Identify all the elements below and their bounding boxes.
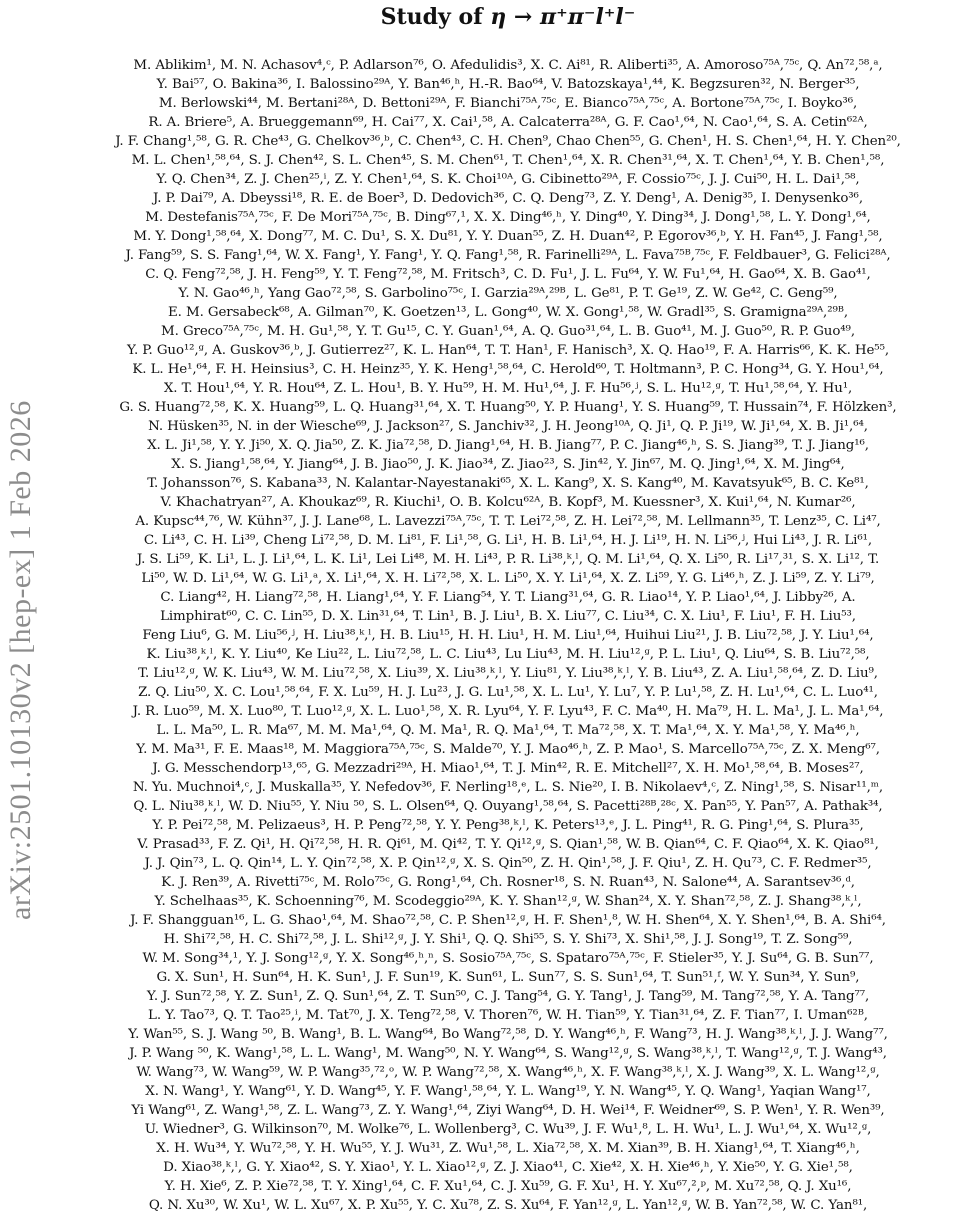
- author-line: K. L. He¹,⁶⁴, F. H. Heinsius³, C. H. Heinz³⁵, Y. K. Heng¹,⁵⁸,⁶⁴, C. Herold⁶⁰, T. Holtmann³, P. C. Hong³⁴, G. Y. Hou¹,⁶⁴,: [132, 362, 884, 377]
- author-line: Yi Wang⁶¹, Z. Wang¹,⁵⁸, Z. L. Wang⁷³, Z. Y. Wang¹,⁶⁴, Ziyi Wang⁶⁴, D. H. Wei¹⁴, F. Weidner⁶⁹, S. P. Wen¹, Y. R. Wen³⁹,: [131, 1103, 885, 1118]
- paper-page: [58, 0, 958, 1213]
- author-line: Y. M. Ma³¹, F. E. Maas¹⁸, M. Maggiora⁷⁵ᴬ,⁷⁵ᶜ, S. Malde⁷⁰, Y. J. Mao⁴⁶,ʰ, Z. P. Mao¹, S. Marcello⁷⁵ᴬ,⁷⁵ᶜ, Z. X. Meng⁶⁷,: [136, 742, 880, 757]
- author-line: L. L. Ma⁵⁰, L. R. Ma⁶⁷, M. M. Ma¹,⁶⁴, Q. M. Ma¹, R. Q. Ma¹,⁶⁴, T. Ma⁷²,⁵⁸, X. T. Ma¹,⁶⁴, X. Y. Ma¹,⁵⁸, Y. Ma⁴⁶,ʰ,: [156, 723, 860, 738]
- author-line: C. Q. Feng⁷²,⁵⁸, J. H. Feng⁵⁹, Y. T. Feng⁷²,⁵⁸, M. Fritsch³, C. D. Fu¹, J. L. Fu⁶⁴, Y. W. Fu¹,⁶⁴, H. Gao⁶⁴, X. B. Gao⁴¹,: [145, 267, 871, 282]
- author-line: Limphirat⁶⁰, C. C. Lin⁵⁵, D. X. Lin³¹,⁶⁴, T. Lin¹, B. J. Liu¹, B. X. Liu⁷⁷, C. Liu³⁴, C. X. Liu¹, F. Liu¹, F. H. Liu⁵³,: [160, 609, 856, 624]
- author-line: Li⁵⁰, W. D. Li¹,⁶⁴, W. G. Li¹,ᵃ, X. Li¹,⁶⁴, X. H. Li⁷²,⁵⁸, X. L. Li⁵⁰, X. Y. Li¹,⁶⁴, X. Z. Li⁵⁹, Y. G. Li⁴⁶,ʰ, Z. J. Li⁵⁹, Z. Y. Li⁷⁹,: [141, 571, 875, 586]
- author-line: M. Ablikim¹, M. N. Achasov⁴,ᶜ, P. Adlarson⁷⁶, O. Afedulidis³, X. C. Ai⁸¹, R. Aliberti³⁵, A. Amoroso⁷⁵ᴬ,⁷⁵ᶜ, Q. An⁷²,⁵⁸,ᵃ,: [133, 58, 883, 73]
- author-line: V. Khachatryan²⁷, A. Khoukaz⁶⁹, R. Kiuchi¹, O. B. Kolcu⁶²ᴬ, B. Kopf³, M. Kuessner³, X. Kui¹,⁶⁴, N. Kumar²⁶,: [160, 495, 856, 510]
- author-line: L. Y. Tao⁷³, Q. T. Tao²⁵,ⁱ, M. Tat⁷⁰, J. X. Teng⁷²,⁵⁸, V. Thoren⁷⁶, W. H. Tian⁵⁹, Y. Tian³¹,⁶⁴, Z. F. Tian⁷⁷, I. Uman⁶²ᴮ,: [148, 1008, 868, 1023]
- author-line: Y. Wan⁵⁵, S. J. Wang ⁵⁰, B. Wang¹, B. L. Wang⁶⁴, Bo Wang⁷²,⁵⁸, D. Y. Wang⁴⁶,ʰ, F. Wang⁷³, H. J. Wang³⁸,ᵏ,ˡ, J. J. Wang⁷⁷,: [128, 1027, 888, 1042]
- author-line: K. J. Ren³⁹, A. Rivetti⁷⁵ᶜ, M. Rolo⁷⁵ᶜ, G. Rong¹,⁶⁴, Ch. Rosner¹⁸, S. N. Ruan⁴³, N. Salone⁴⁴, A. Sarantsev³⁶,ᵈ,: [161, 875, 855, 890]
- author-line: J. F. Chang¹,⁵⁸, G. R. Che⁴³, G. Chelkov³⁶,ᵇ, C. Chen⁴³, C. H. Chen⁹, Chao Chen⁵⁵, G. Chen¹, H. S. Chen¹,⁶⁴, H. Y. Chen²⁰,: [115, 134, 901, 149]
- author-line: Feng Liu⁶, G. M. Liu⁵⁶,ʲ, H. Liu³⁸,ᵏ,ˡ, H. B. Liu¹⁵, H. H. Liu¹, H. M. Liu¹,⁶⁴, Huihui Liu²¹, J. B. Liu⁷²,⁵⁸, J. Y. Liu¹,⁶⁴,: [142, 628, 874, 643]
- author-line: T. Johansson⁷⁶, S. Kabana³³, N. Kalantar-Nayestanaki⁶⁵, X. L. Kang⁹, X. S. Kang⁴⁰, M. Kavatsyuk⁶⁵, B. C. Ke⁸¹,: [147, 476, 869, 491]
- author-line: Q. N. Xu³⁰, W. Xu¹, W. L. Xu⁶⁷, X. P. Xu⁵⁵, Y. C. Xu⁷⁸, Z. S. Xu⁶⁴, F. Yan¹²,ᵍ, L. Yan¹²,ᵍ, W. B. Yan⁷²,⁵⁸, W. C. Yan⁸¹,: [148, 1198, 868, 1213]
- paper-title: [58, 0, 958, 32]
- author-line: J. G. Messchendorp¹³,⁶⁵, G. Mezzadri²⁹ᴬ, H. Miao¹,⁶⁴, T. J. Min⁴², R. E. Mitchell²⁷, X. H. Mo¹,⁵⁸,⁶⁴, B. Moses²⁷,: [152, 761, 864, 776]
- author-line: X. N. Wang¹, Y. Wang⁶¹, Y. D. Wang⁴⁵, Y. F. Wang¹,⁵⁸,⁶⁴, Y. L. Wang¹⁹, Y. N. Wang⁴⁵, Y. Q. Wang¹, Yaqian Wang¹⁷,: [145, 1084, 871, 1099]
- author-line: T. Liu¹²,ᵍ, W. K. Liu⁴³, W. M. Liu⁷²,⁵⁸, X. Liu³⁹, X. Liu³⁸,ᵏ,ˡ, Y. Liu⁸¹, Y. Liu³⁸,ᵏ,ˡ, Y. B. Liu⁴³, Z. A. Liu¹,⁵⁸,⁶⁴, Z. D. Liu⁹,: [138, 666, 878, 681]
- author-line: Y. Schelhaas³⁵, K. Schoenning⁷⁶, M. Scodeggio²⁹ᴬ, K. Y. Shan¹²,ᵍ, W. Shan²⁴, X. Y. Shan⁷²,⁵⁸, Z. J. Shang³⁸,ᵏ,ˡ,: [154, 894, 862, 909]
- author-line: N. Yu. Muchnoi⁴,ᶜ, J. Muskalla³⁵, Y. Nefedov³⁶, F. Nerling¹⁸,ᵉ, L. S. Nie²⁰, I. B. Nikolaev⁴,ᶜ, Z. Ning¹,⁵⁸, S. Nisar¹¹,ᵐ,: [132, 780, 884, 795]
- author-line: G. S. Huang⁷²,⁵⁸, K. X. Huang⁵⁹, L. Q. Huang³¹,⁶⁴, X. T. Huang⁵⁰, Y. P. Huang¹, Y. S. Huang⁵⁹, T. Hussain⁷⁴, F. Hölzken³,: [119, 400, 897, 415]
- author-line: Y. Q. Chen³⁴, Z. J. Chen²⁵,ⁱ, Z. Y. Chen¹,⁶⁴, S. K. Choi¹⁰ᴬ, G. Cibinetto²⁹ᴬ, F. Cossio⁷⁵ᶜ, J. J. Cui⁵⁰, H. L. Dai¹,⁵⁸,: [156, 172, 860, 187]
- author-line: X. H. Wu³⁴, Y. Wu⁷²,⁵⁸, Y. H. Wu⁵⁵, Y. J. Wu³¹, Z. Wu¹,⁵⁸, L. Xia⁷²,⁵⁸, X. M. Xian³⁹, B. H. Xiang¹,⁶⁴, T. Xiang⁴⁶,ʰ,: [156, 1141, 860, 1156]
- author-line: J. S. Li⁵⁹, K. Li¹, L. J. Li¹,⁶⁴, L. K. Li¹, Lei Li⁴⁸, M. H. Li⁴³, P. R. Li³⁸,ᵏ,ˡ, Q. M. Li¹,⁶⁴, Q. X. Li⁵⁰, R. Li¹⁷,³¹, S. X. Li¹², T.: [136, 552, 880, 567]
- author-line: X. L. Ji¹,⁵⁸, Y. Y. Ji⁵⁰, X. Q. Jia⁵⁰, Z. K. Jia⁷²,⁵⁸, D. Jiang¹,⁶⁴, H. B. Jiang⁷⁷, P. C. Jiang⁴⁶,ʰ, S. S. Jiang³⁹, T. J. Jiang¹⁶,: [147, 438, 869, 453]
- author-line: W. Wang⁷³, W. Wang⁵⁹, W. P. Wang³⁵,⁷²,ᵒ, W. P. Wang⁷²,⁵⁸, X. Wang⁴⁶,ʰ, X. F. Wang³⁸,ᵏ,ˡ, X. J. Wang³⁹, X. L. Wang¹²,ᵍ,: [136, 1065, 880, 1080]
- author-line: Y. P. Pei⁷²,⁵⁸, M. Pelizaeus³, H. P. Peng⁷²,⁵⁸, Y. Y. Peng³⁸,ᵏ,ˡ, K. Peters¹³,ᵉ, J. L. Ping⁴¹, R. G. Ping¹,⁶⁴, S. Plura³⁵,: [152, 818, 864, 833]
- author-line: H. Shi⁷²,⁵⁸, H. C. Shi⁷²,⁵⁸, J. L. Shi¹²,ᵍ, J. Y. Shi¹, Q. Q. Shi⁵⁵, S. Y. Shi⁷³, X. Shi¹,⁵⁸, J. J. Song¹⁹, T. Z. Song⁵⁹,: [163, 932, 853, 947]
- author-line: G. X. Sun¹, H. Sun⁶⁴, H. K. Sun¹, J. F. Sun¹⁹, K. Sun⁶¹, L. Sun⁷⁷, S. S. Sun¹,⁶⁴, T. Sun⁵¹,ᶠ, W. Y. Sun³⁴, Y. Sun⁹,: [156, 970, 860, 985]
- author-line: M. L. Chen¹,⁵⁸,⁶⁴, S. J. Chen⁴², S. L. Chen⁴⁵, S. M. Chen⁶¹, T. Chen¹,⁶⁴, X. R. Chen³¹,⁶⁴, X. T. Chen¹,⁶⁴, Y. B. Chen¹,⁵⁸,: [131, 153, 885, 168]
- author-line: J. P. Wang ⁵⁰, K. Wang¹,⁵⁸, L. L. Wang¹, M. Wang⁵⁰, N. Y. Wang⁶⁴, S. Wang¹²,ᵍ, S. Wang³⁸,ᵏ,ˡ, T. Wang¹²,ᵍ, T. J. Wang⁴³,: [129, 1046, 887, 1061]
- title-prefix: Study of: [380, 4, 491, 30]
- author-line: X. S. Jiang¹,⁵⁸,⁶⁴, Y. Jiang⁶⁴, J. B. Jiao⁵⁰, J. K. Jiao³⁴, Z. Jiao²³, S. Jin⁴², Y. Jin⁶⁷, M. Q. Jing¹,⁶⁴, X. M. Jing⁶⁴,: [171, 457, 845, 472]
- author-line: R. A. Briere⁵, A. Brueggemann⁶⁹, H. Cai⁷⁷, X. Cai¹,⁵⁸, A. Calcaterra²⁸ᴬ, G. F. Cao¹,⁶⁴, N. Cao¹,⁶⁴, S. A. Cetin⁶²ᴬ,: [148, 115, 868, 130]
- author-line: M. Y. Dong¹,⁵⁸,⁶⁴, X. Dong⁷⁷, M. C. Du¹, S. X. Du⁸¹, Y. Y. Duan⁵⁵, Z. H. Duan⁴², P. Egorov³⁶,ᵇ, Y. H. Fan⁴⁵, J. Fang¹,⁵⁸,: [133, 229, 883, 244]
- author-line: J. F. Shangguan¹⁶, L. G. Shao¹,⁶⁴, M. Shao⁷²,⁵⁸, C. P. Shen¹²,ᵍ, H. F. Shen¹,⁸, W. H. Shen⁶⁴, X. Y. Shen¹,⁶⁴, B. A. Shi⁶⁴,: [130, 913, 886, 928]
- author-line: N. Hüsken³⁵, N. in der Wiesche⁶⁹, J. Jackson²⁷, S. Janchiv³², J. H. Jeong¹⁰ᴬ, Q. Ji¹, Q. P. Ji¹⁹, W. Ji¹,⁶⁴, X. B. Ji¹,⁶⁴,: [148, 419, 868, 434]
- author-line: J. R. Luo⁵⁹, M. X. Luo⁸⁰, T. Luo¹²,ᵍ, X. L. Luo¹,⁵⁸, X. R. Lyu⁶⁴, Y. F. Lyu⁴³, F. C. Ma⁴⁰, H. Ma⁷⁹, H. L. Ma¹, J. L. Ma¹,⁶⁴,: [132, 704, 884, 719]
- author-line: W. M. Song³⁴,¹, Y. J. Song¹²,ᵍ, Y. X. Song⁴⁶,ʰ,ⁿ, S. Sosio⁷⁵ᴬ,⁷⁵ᶜ, S. Spataro⁷⁵ᴬ,⁷⁵ᶜ, F. Stieler³⁵, Y. J. Su⁶⁴, G. B. Sun⁷⁷,: [142, 951, 874, 966]
- author-line: J. P. Dai⁷⁹, A. Dbeyssi¹⁸, R. E. de Boer³, D. Dedovich³⁶, C. Q. Deng⁷³, Z. Y. Deng¹, A. Denig³⁵, I. Denysenko³⁶,: [153, 191, 863, 206]
- author-line: M. Destefanis⁷⁵ᴬ,⁷⁵ᶜ, F. De Mori⁷⁵ᴬ,⁷⁵ᶜ, B. Ding⁶⁷,¹, X. X. Ding⁴⁶,ʰ, Y. Ding⁴⁰, Y. Ding³⁴, J. Dong¹,⁵⁸, L. Y. Dong¹,⁶⁴,: [145, 210, 871, 225]
- author-line: K. Liu³⁸,ᵏ,ˡ, K. Y. Liu⁴⁰, Ke Liu²², L. Liu⁷²,⁵⁸, L. C. Liu⁴³, Lu Liu⁴³, M. H. Liu¹²,ᵍ, P. L. Liu¹, Q. Liu⁶⁴, S. B. Liu⁷²,⁵⁸,: [146, 647, 870, 662]
- author-line: Z. Q. Liu⁵⁰, X. C. Lou¹,⁵⁸,⁶⁴, F. X. Lu⁵⁹, H. J. Lu²³, J. G. Lu¹,⁵⁸, X. L. Lu¹, Y. Lu⁷, Y. P. Lu¹,⁵⁸, Z. H. Lu¹,⁶⁴, C. L. Luo⁴¹,: [138, 685, 878, 700]
- author-line: U. Wiedner³, G. Wilkinson⁷⁰, M. Wolke⁷⁶, L. Wollenberg³, C. Wu³⁹, J. F. Wu¹,⁸, L. H. Wu¹, L. J. Wu¹,⁶⁴, X. Wu¹²,ᵍ,: [144, 1122, 872, 1137]
- author-line: C. Liang⁴², H. Liang⁷²,⁵⁸, H. Liang¹,⁶⁴, Y. F. Liang⁵⁴, Y. T. Liang³¹,⁶⁴, G. R. Liao¹⁴, Y. P. Liao¹,⁶⁴, J. Libby²⁶, A.: [160, 590, 856, 605]
- author-line: E. M. Gersabeck⁶⁸, A. Gilman⁷⁰, K. Goetzen¹³, L. Gong⁴⁰, W. X. Gong¹,⁵⁸, W. Gradl³⁵, S. Gramigna²⁹ᴬ,²⁹ᴮ,: [167, 305, 849, 320]
- arxiv-identifier: arXiv:2501.10130v2 [hep-ex] 1 Feb 2026: [4, 400, 37, 920]
- author-line: J. Fang⁵⁹, S. S. Fang¹,⁶⁴, W. X. Fang¹, Y. Fang¹, Y. Q. Fang¹,⁵⁸, R. Farinelli²⁹ᴬ, L. Fava⁷⁵ᴮ,⁷⁵ᶜ, F. Feldbauer³, G. Felici²⁸ᴬ,: [125, 248, 891, 263]
- author-line: Y. J. Sun⁷²,⁵⁸, Y. Z. Sun¹, Z. Q. Sun¹,⁶⁴, Z. T. Sun⁵⁰, C. J. Tang⁵⁴, G. Y. Tang¹, J. Tang⁵⁹, M. Tang⁷²,⁵⁸, Y. A. Tang⁷⁷,: [146, 989, 870, 1004]
- author-line: A. Kupsc⁴⁴,⁷⁶, W. Kühn³⁷, J. J. Lane⁶⁸, L. Lavezzi⁷⁵ᴬ,⁷⁵ᶜ, T. T. Lei⁷²,⁵⁸, Z. H. Lei⁷²,⁵⁸, M. Lellmann³⁵, T. Lenz³⁵, C. Li⁴⁷,: [135, 514, 881, 529]
- author-line: M. Berlowski⁴⁴, M. Bertani²⁸ᴬ, D. Bettoni²⁹ᴬ, F. Bianchi⁷⁵ᴬ,⁷⁵ᶜ, E. Bianco⁷⁵ᴬ,⁷⁵ᶜ, A. Bortone⁷⁵ᴬ,⁷⁵ᶜ, I. Boyko³⁶,: [158, 96, 858, 111]
- title-expression: η → π⁺π⁻l⁺l⁻: [490, 4, 636, 30]
- author-line: M. Greco⁷⁵ᴬ,⁷⁵ᶜ, M. H. Gu¹,⁵⁸, Y. T. Gu¹⁵, C. Y. Guan¹,⁶⁴, A. Q. Guo³¹,⁶⁴, L. B. Guo⁴¹, M. J. Guo⁵⁰, R. P. Guo⁴⁹,: [161, 324, 855, 339]
- author-line: J. J. Qin⁷³, L. Q. Qin¹⁴, L. Y. Qin⁷²,⁵⁸, X. P. Qin¹²,ᵍ, X. S. Qin⁵⁰, Z. H. Qin¹,⁵⁸, J. F. Qiu¹, Z. H. Qu⁷³, C. F. Redmer³⁵,: [144, 856, 872, 871]
- author-line: C. Li⁴³, C. H. Li³⁹, Cheng Li⁷²,⁵⁸, D. M. Li⁸¹, F. Li¹,⁵⁸, G. Li¹, H. B. Li¹,⁶⁴, H. J. Li¹⁹, H. N. Li⁵⁶,ʲ, Hui Li⁴³, J. R. Li⁶¹,: [143, 533, 873, 548]
- author-list: [58, 56, 958, 1215]
- author-line: Y. P. Guo¹²,ᵍ, A. Guskov³⁶,ᵇ, J. Gutierrez²⁷, K. L. Han⁶⁴, T. T. Han¹, F. Hanisch³, X. Q. Hao¹⁹, F. A. Harris⁶⁶, K. K. He⁵⁵,: [126, 343, 889, 358]
- author-line: Y. Bai⁵⁷, O. Bakina³⁶, I. Balossino²⁹ᴬ, Y. Ban⁴⁶,ʰ, H.-R. Bao⁶⁴, V. Batozskaya¹,⁴⁴, K. Begzsuren³², N. Berger³⁵,: [156, 77, 860, 92]
- author-line: Y. N. Gao⁴⁶,ʰ, Yang Gao⁷²,⁵⁸, S. Garbolino⁷⁵ᶜ, I. Garzia²⁹ᴬ,²⁹ᴮ, L. Ge⁸¹, P. T. Ge¹⁹, Z. W. Ge⁴², C. Geng⁵⁹,: [178, 286, 838, 301]
- arxiv-sidebar: [0, 0, 44, 1200]
- author-line: Y. H. Xie⁶, Z. P. Xie⁷²,⁵⁸, T. Y. Xing¹,⁶⁴, C. F. Xu¹,⁶⁴, C. J. Xu⁵⁹, G. F. Xu¹, H. Y. Xu⁶⁷,²,ᵖ, M. Xu⁷²,⁵⁸, Q. J. Xu¹⁶,: [164, 1179, 852, 1194]
- author-line: D. Xiao³⁸,ᵏ,ˡ, G. Y. Xiao⁴², S. Y. Xiao¹, Y. L. Xiao¹²,ᵍ, Z. J. Xiao⁴¹, C. Xie⁴², X. H. Xie⁴⁶,ʰ, Y. Xie⁵⁰, Y. G. Xie¹,⁵⁸,: [163, 1160, 853, 1175]
- author-line: X. T. Hou¹,⁶⁴, Y. R. Hou⁶⁴, Z. L. Hou¹, B. Y. Hu⁵⁹, H. M. Hu¹,⁶⁴, J. F. Hu⁵⁶,ʲ, S. L. Hu¹²,ᵍ, T. Hu¹,⁵⁸,⁶⁴, Y. Hu¹,: [163, 381, 853, 396]
- author-line: V. Prasad³³, F. Z. Qi¹, H. Qi⁷²,⁵⁸, H. R. Qi⁶¹, M. Qi⁴², T. Y. Qi¹²,ᵍ, S. Qian¹,⁵⁸, W. B. Qian⁶⁴, C. F. Qiao⁶⁴, X. K. Qiao⁸¹,: [137, 837, 879, 852]
- author-line: Q. L. Niu³⁸,ᵏ,ˡ, W. D. Niu⁵⁵, Y. Niu ⁵⁰, S. L. Olsen⁶⁴, Q. Ouyang¹,⁵⁸,⁶⁴, S. Pacetti²⁸ᴮ,²⁸ᶜ, X. Pan⁵⁵, Y. Pan⁵⁷, A. Pathak³⁴,: [133, 799, 883, 814]
